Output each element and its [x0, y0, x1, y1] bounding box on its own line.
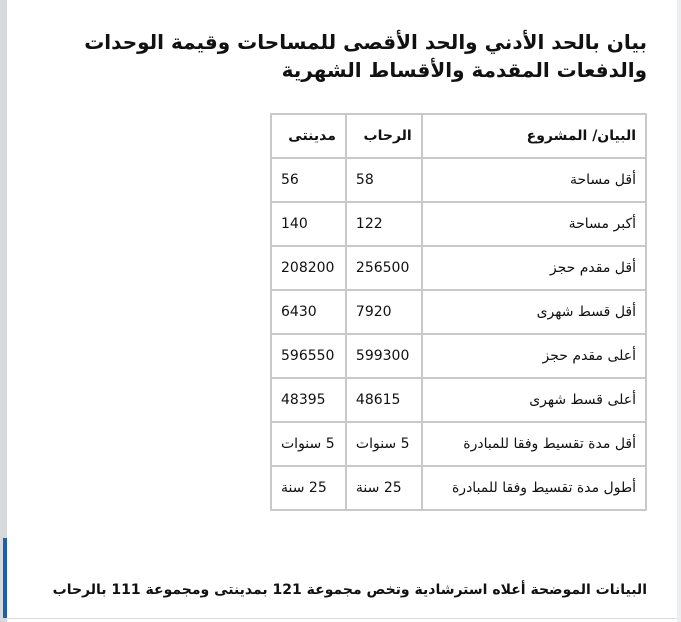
bottom-divider: [7, 618, 677, 619]
madinaty-value: 208200: [271, 246, 346, 290]
table-row: [271, 158, 646, 202]
rehab-value: 58: [346, 158, 422, 202]
table-header-row: [271, 114, 646, 158]
row-label: أقل مساحة: [422, 158, 646, 202]
rehab-value: 5 سنوات: [346, 422, 422, 466]
header-item-project: البيان/ المشروع: [422, 114, 646, 158]
comparison-table: [270, 113, 647, 511]
row-label: أطول مدة تقسيط وفقا للمبادرة: [422, 466, 646, 510]
madinaty-value: 140: [271, 202, 346, 246]
madinaty-value: 5 سنوات: [271, 422, 346, 466]
rehab-value: 599300: [346, 334, 422, 378]
rehab-value: 256500: [346, 246, 422, 290]
madinaty-value: 6430: [271, 290, 346, 334]
table-row: [271, 378, 646, 422]
madinaty-value: 596550: [271, 334, 346, 378]
row-label: أعلى مقدم حجز: [422, 334, 646, 378]
header-madinaty: مدينتى: [271, 114, 346, 158]
left-scroll-rail: [0, 0, 7, 622]
row-label: أكبر مساحة: [422, 202, 646, 246]
header-rehab: الرحاب: [346, 114, 422, 158]
footer-note: البيانات الموضحة أعلاه استرشادية وتخص مجموعة 121 بمدينتى ومجموعة 111 بالرحاب: [52, 582, 647, 598]
rehab-value: 48615: [346, 378, 422, 422]
left-accent-bar: [3, 538, 7, 618]
madinaty-value: 25 سنة: [271, 466, 346, 510]
row-label: أقل قسط شهرى: [422, 290, 646, 334]
madinaty-value: 48395: [271, 378, 346, 422]
table-row: [271, 422, 646, 466]
rehab-value: 7920: [346, 290, 422, 334]
row-label: أقل مدة تقسيط وفقا للمبادرة: [422, 422, 646, 466]
table-row: [271, 466, 646, 510]
article-title: بيان بالحد الأدني والحد الأقصى للمساحات وقيمة الوحدات والدفعات المقدمة والأقساط الشهرية: [84, 30, 647, 82]
row-label: أقل مقدم حجز: [422, 246, 646, 290]
madinaty-value: 56: [271, 158, 346, 202]
table-row: [271, 290, 646, 334]
rehab-value: 25 سنة: [346, 466, 422, 510]
table-row: [271, 246, 646, 290]
right-scroll-rail: [677, 0, 681, 622]
rehab-value: 122: [346, 202, 422, 246]
table-row: [271, 334, 646, 378]
row-label: أعلى قسط شهرى: [422, 378, 646, 422]
table-row: [271, 202, 646, 246]
